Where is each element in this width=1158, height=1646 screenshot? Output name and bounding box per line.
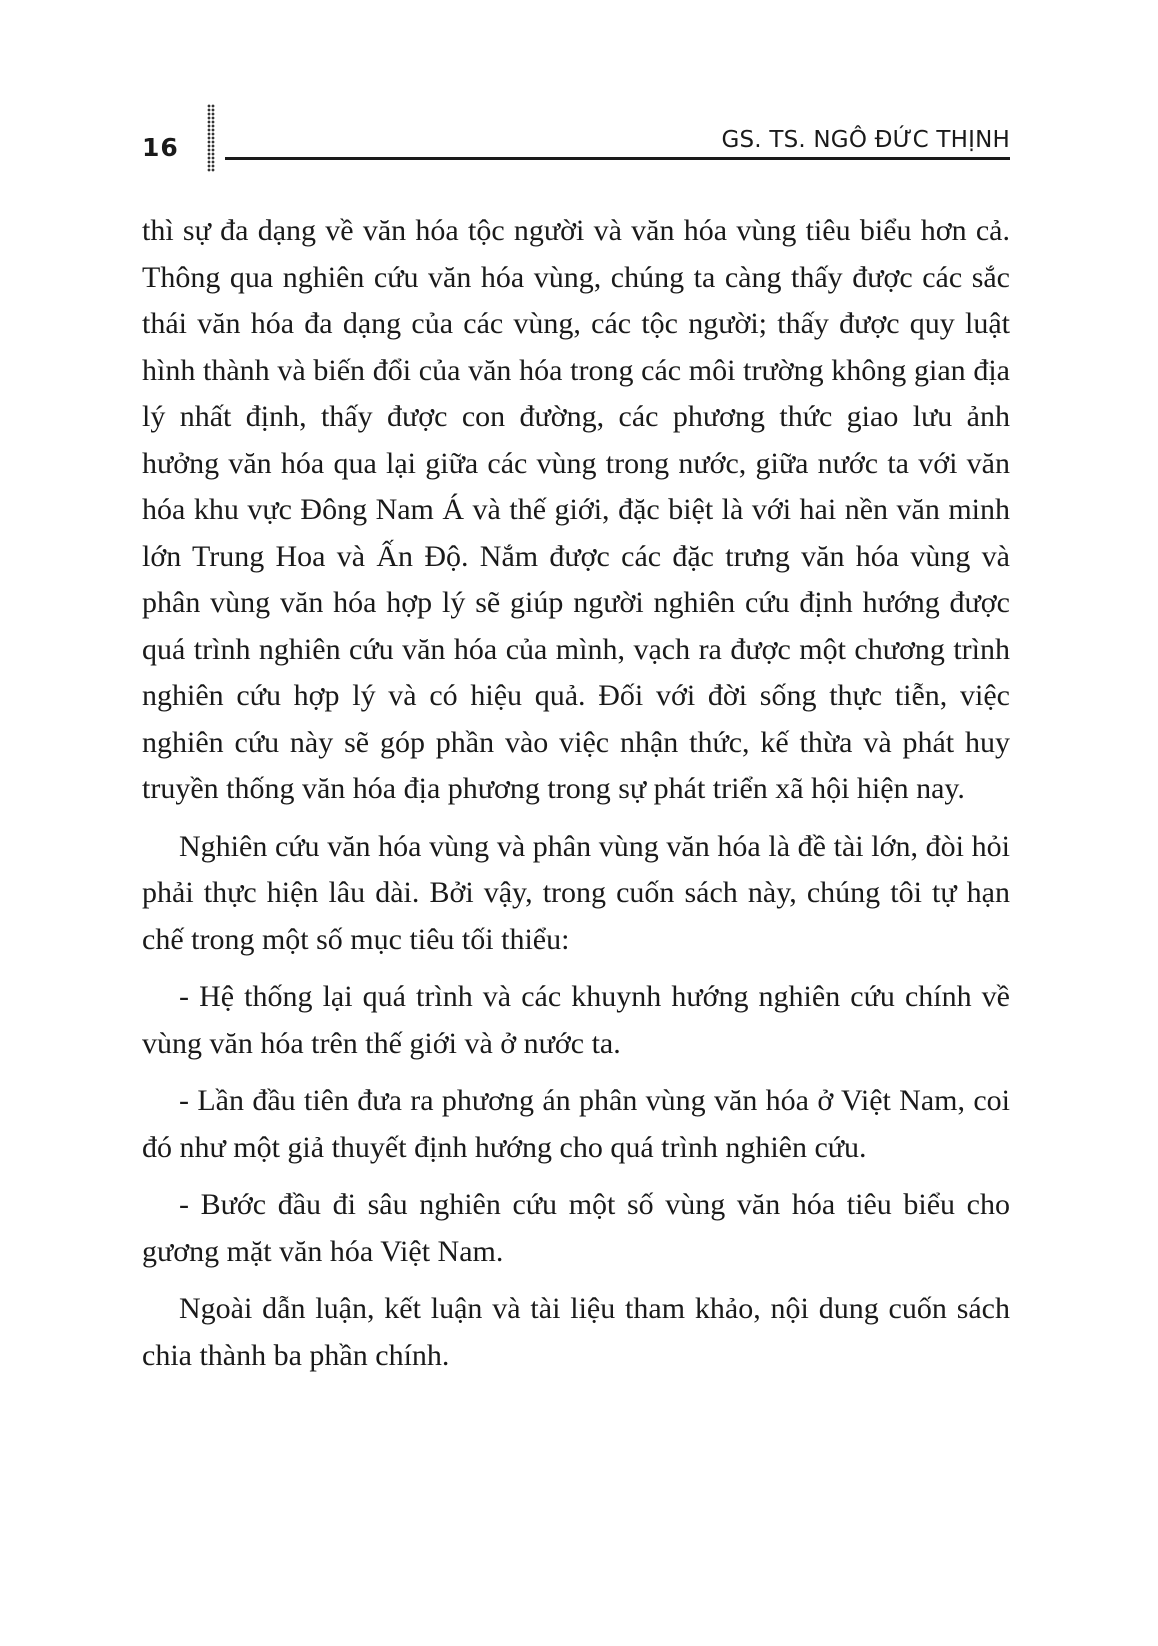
- page-header: [0, 0, 1158, 180]
- list-item-objective-3: - Bước đầu đi sâu nghiên cứu một số vùng văn hóa tiêu biểu cho gương mặt văn hóa Việt Nam.: [142, 1188, 1010, 1268]
- page-number: 16: [142, 133, 179, 162]
- paragraph-research-scope: Nghiên cứu văn hóa vùng và phân vùng văn hóa là đề tài lớn, đòi hỏi phải thực hiện lâu dài. Bởi vậy, trong cuốn sách này, chúng tôi tự hạn chế trong một số mục tiêu tối thiểu:: [142, 829, 1010, 956]
- running-head: GS. TS. NGÔ ĐỨC THỊNH: [721, 127, 1010, 153]
- body-text: [142, 208, 1010, 1379]
- list-item-objective-2: - Lần đầu tiên đưa ra phương án phân vùng văn hóa ở Việt Nam, coi đó như một giả thuyết định hướng cho quá trình nghiên cứu.: [142, 1084, 1010, 1164]
- list-item-objective-1: - Hệ thống lại quá trình và các khuynh hướng nghiên cứu chính về vùng văn hóa trên thế giới và ở nước ta.: [142, 980, 1010, 1060]
- header-rule: [225, 157, 1010, 160]
- paragraph-continuation: thì sự đa dạng về văn hóa tộc người và văn hóa vùng tiêu biểu hơn cả. Thông qua nghiên cứu văn hóa vùng, chúng ta càng thấy được các sắc thái văn hóa đa dạng của các vùng, các tộc người; thấy được quy luật hình thành và biến đổi của văn hóa trong các môi trường không gian địa lý nhất định, thấy được con đường, các phương thức giao lưu ảnh hưởng văn hóa qua lại giữa các vùng trong nước, giữa nước ta với văn hóa khu vực Đông Nam Á và thế giới, đặc biệt là với hai nền văn minh lớn Trung Hoa và Ấn Độ. Nắm được các đặc trưng văn hóa vùng và phân vùng văn hóa hợp lý sẽ giúp người nghiên cứu định hướng được quá trình nghiên cứu văn hóa của mình, vạch ra được một chương trình nghiên cứu hợp lý và có hiệu quả. Đối với đời sống thực tiễn, việc nghiên cứu này sẽ góp phần vào việc nhận thức, kế thừa và phát huy truyền thống văn hóa địa phương trong sự phát triển xã hội hiện nay.: [142, 214, 1010, 805]
- paragraph-book-structure: Ngoài dẫn luận, kết luận và tài liệu tham khảo, nội dung cuốn sách chia thành ba phần chính.: [142, 1292, 1010, 1372]
- header-ornament: [207, 104, 215, 172]
